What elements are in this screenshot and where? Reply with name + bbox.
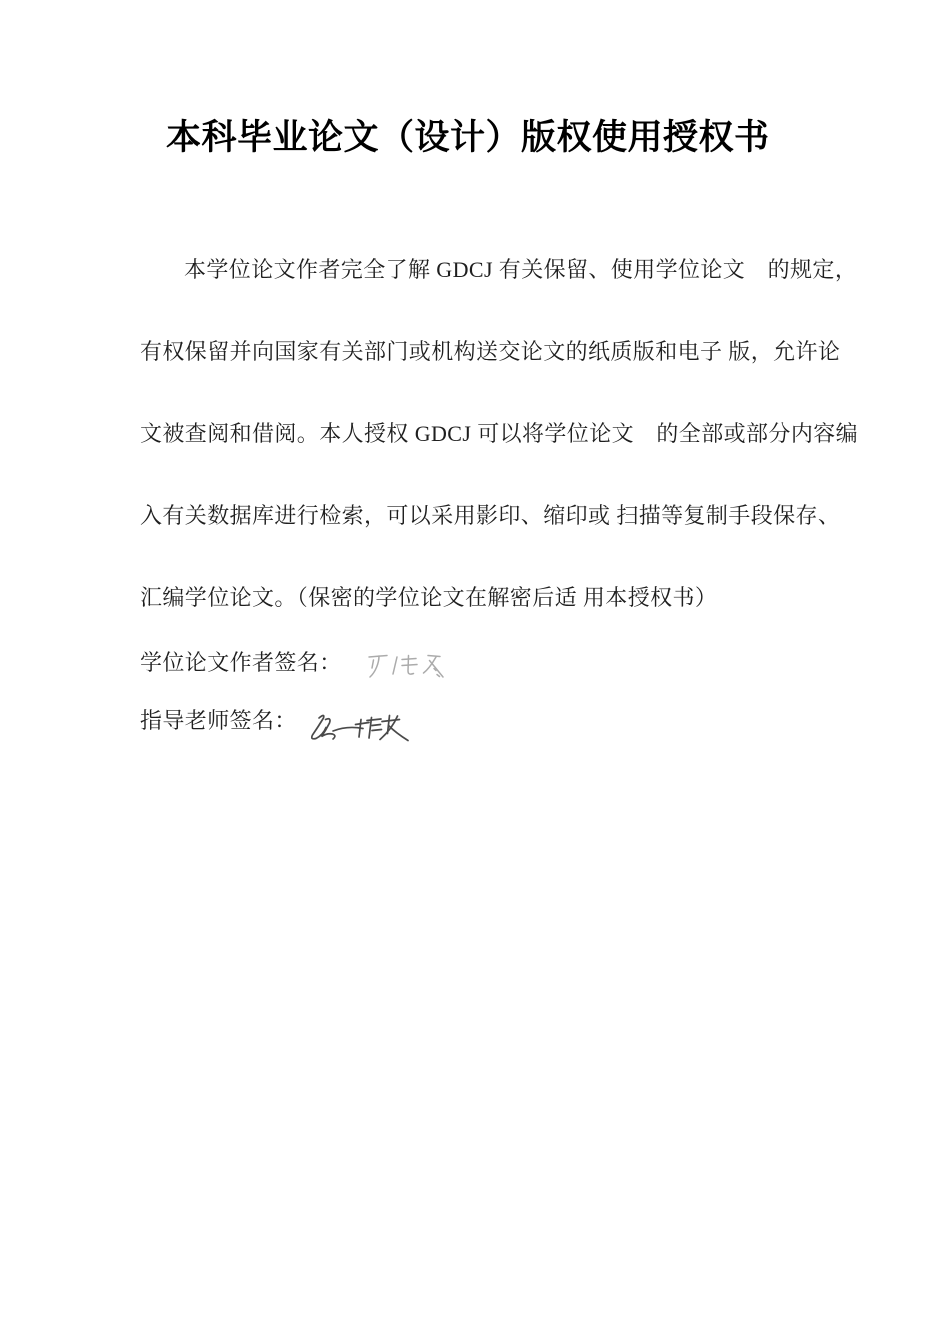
supervisor-signature-handwriting — [309, 707, 411, 745]
page-title: 本科毕业论文（设计）版权使用授权书 — [166, 118, 770, 157]
author-signature-label: 学位论文作者签名： — [140, 650, 342, 675]
author-signature-row — [140, 646, 446, 684]
paragraph-line: 文被查阅和借阅。本人授权 GDCJ 可以将学位论文 的全部或部分内容编 — [140, 421, 859, 446]
paragraph-line: 汇编学位论文。（保密的学位论文在解密后适 用本授权书） — [140, 585, 718, 610]
paragraph-line: 本学位论文作者完全了解 GDCJ 有关保留、使用学位论文 的规定， — [184, 257, 858, 282]
supervisor-signature-row — [140, 704, 411, 745]
authorization-paragraph — [140, 229, 860, 639]
paragraph-line: 有权保留并向国家有关部门或机构送交论文的纸质版和电子 版，允许论 — [140, 339, 841, 364]
paragraph-line: 入有关数据库进行检索，可以采用影印、缩印或 扫描等复制手段保存、 — [140, 503, 841, 528]
author-signature-handwriting — [366, 648, 446, 684]
supervisor-signature-label: 指导老师签名： — [140, 708, 297, 733]
